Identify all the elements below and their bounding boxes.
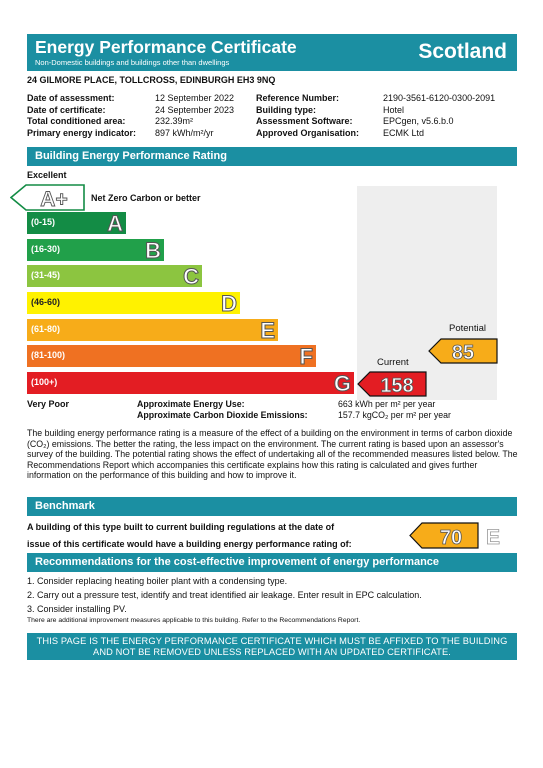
details-right-labels (256, 93, 359, 139)
detail-label: Building type: (256, 104, 316, 115)
band-letter: A (107, 211, 123, 236)
benchmark-value: 70 (439, 527, 463, 549)
detail-value: 24 September 2023 (155, 104, 235, 115)
net-zero-label: Net Zero Carbon or better (91, 193, 201, 203)
details-right-values (383, 93, 495, 139)
band-letter: E (260, 318, 275, 343)
band-letter: D (221, 291, 237, 316)
detail-value: EPCgen, v5.6.b.0 (383, 116, 454, 127)
band-range: (31-45) (31, 270, 61, 280)
certificate-footer: THIS PAGE IS THE ENERGY PERFORMANCE CERTIFICATE WHICH MUST BE AFFIXED TO THE BUILDING AND NOT BE REMOVED UNLESS REPLACED WITH AN UPDATED CERTIFICATE. (27, 633, 517, 660)
recommendations-heading (27, 553, 517, 572)
detail-label: Reference Number: (256, 93, 340, 103)
band-letter: C (183, 264, 199, 289)
band-letter: B (145, 238, 161, 263)
recommendation-item: 3. Consider installing PV. (27, 604, 127, 614)
rating-section-title: Building Energy Performance Rating (35, 150, 227, 162)
recommendations-title: Recommendations for the cost-effective improvement of energy performance (35, 556, 440, 568)
band-e (27, 319, 278, 341)
benchmark-line-2: issue of this certificate would have a building energy performance rating of: (27, 538, 352, 549)
rating-section-heading (27, 147, 517, 166)
recommendation-item: 1. Consider replacing heating boiler plant with a condensing type. (27, 576, 288, 586)
benchmark-text (27, 519, 352, 552)
current-label: Current (377, 357, 409, 368)
energy-use-value: 663 kWh per m² per year (338, 399, 436, 409)
detail-value: ECMK Ltd (383, 127, 425, 138)
band-range: (46-60) (31, 297, 61, 307)
certificate-subtitle: Non-Domestic buildings and buildings other than dwellings (35, 58, 230, 67)
details-left-labels (27, 93, 136, 139)
recommendation-item: 2. Carry out a pressure test, identify and treat identified air leakage. Enter result in EPC calculation. (27, 590, 422, 600)
excellent-label: Excellent (27, 170, 67, 180)
band-range: (61-80) (31, 324, 61, 334)
potential-rating-arrow (428, 338, 498, 364)
potential-value: 85 (451, 342, 475, 364)
band-d (27, 292, 240, 314)
band-f (27, 345, 316, 367)
band-g (27, 372, 354, 394)
country-label: Scotland (418, 40, 507, 63)
certificate-title: Energy Performance Certificate (35, 37, 297, 57)
current-rating-arrow (357, 371, 427, 397)
detail-value: 12 September 2022 (155, 93, 235, 103)
aplus-text: A+ (40, 188, 68, 211)
band-range: (0-15) (31, 217, 56, 227)
current-value: 158 (380, 375, 414, 397)
potential-label: Potential (449, 323, 486, 334)
recommendations-note: There are additional improvement measures applicable to this building. Refer to the Recommendations Report. (27, 617, 361, 624)
detail-label: Date of certificate: (27, 104, 106, 115)
property-address: 24 GILMORE PLACE, TOLLCROSS, EDINBURGH EH3 9NQ (27, 75, 276, 85)
detail-label: Date of assessment: (27, 93, 115, 103)
band-letter: F (299, 344, 313, 369)
detail-value: 897 kWh/m²/yr (155, 127, 214, 138)
band-range: (100+) (31, 377, 58, 387)
certificate-header (27, 34, 517, 71)
detail-value: 232.39m² (155, 116, 194, 127)
benchmark-title: Benchmark (35, 500, 95, 512)
details-left-values (155, 93, 234, 139)
aplus-arrow (10, 184, 85, 211)
energy-values (338, 399, 451, 420)
rating-description: The building energy performance rating is a measure of the effect of a building on the environment in terms of carbon dioxide (CO₂) emissions. The better the rating, the less impact on the environment. The current rating is based upon an assessor's survey of the building. The potential rating shows the effect of undertaking all of the recommended measures listed below. The Recommendations Report which accompanies this certificate explains how this rating is calculated and gives further information on the performance of this building and how to improve it. (27, 428, 518, 481)
band-b (27, 239, 164, 261)
benchmark-heading (27, 497, 517, 516)
band-c (27, 265, 202, 287)
benchmark-letter: E (485, 526, 501, 549)
band-a (27, 212, 126, 234)
co2-label: Approximate Carbon Dioxide Emissions: (137, 409, 308, 420)
band-letter: G (333, 371, 351, 396)
very-poor-label: Very Poor (27, 399, 70, 409)
energy-labels (137, 399, 308, 420)
band-range: (16-30) (31, 244, 61, 254)
benchmark-line-1: A building of this type built to current building regulations at the date of (27, 522, 335, 532)
detail-value: 2190-3561-6120-0300-2091 (383, 93, 496, 103)
band-range: (81-100) (31, 350, 66, 360)
co2-value: 157.7 kgCO₂ per m² per year (338, 409, 451, 420)
detail-value: Hotel (383, 104, 405, 115)
detail-label: Assessment Software: (256, 116, 353, 127)
detail-label: Approved Organisation: (256, 127, 360, 138)
detail-label: Total conditioned area: (27, 116, 126, 127)
energy-use-label: Approximate Energy Use: (137, 399, 245, 409)
detail-label: Primary energy indicator: (27, 127, 137, 138)
benchmark-rating-arrow (409, 522, 514, 549)
